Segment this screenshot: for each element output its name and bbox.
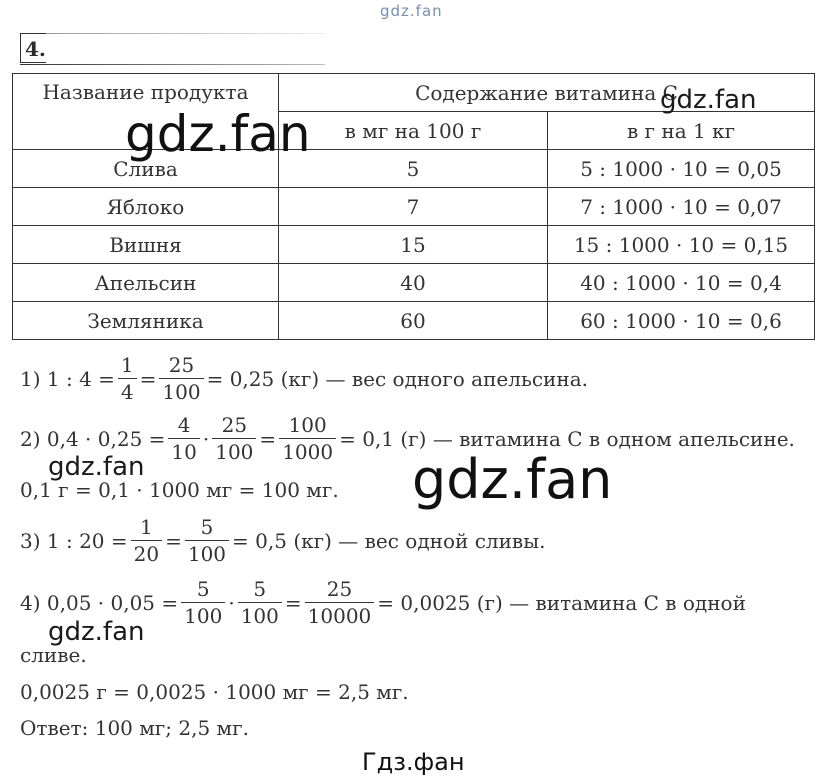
step-4-lead: 4) 0,05 · 0,05 = <box>20 590 179 615</box>
fraction: $\frac{100}{1000}$ <box>279 412 336 465</box>
table-row <box>13 264 815 302</box>
fraction: $\frac{1}{20}$ <box>131 514 162 567</box>
solution-step-4-continued: сливе. <box>20 643 87 667</box>
cell-g: 40 : 1000 · 10 = 0,4 <box>548 264 815 302</box>
fraction: $\frac{4}{10}$ <box>168 412 199 465</box>
equals-sign: = <box>284 590 302 615</box>
header-content: Содержание витамина С <box>279 74 815 112</box>
watermark-middle-left: gdz.fan <box>48 452 145 482</box>
task-header-top-border <box>46 33 326 34</box>
solution-step-2-conversion: 0,1 г = 0,1 · 1000 мг = 100 мг. <box>20 478 339 502</box>
cell-mg: 60 <box>279 302 548 340</box>
solution-step-1 <box>20 352 588 405</box>
cell-mg: 15 <box>279 226 548 264</box>
solution-step-3 <box>20 514 545 567</box>
solution-step-4-conversion: 0,0025 г = 0,0025 · 1000 мг = 2,5 мг. <box>20 680 409 704</box>
subheader-mg: в мг на 100 г <box>279 112 548 150</box>
step-2-lead: 2) 0,4 · 0,25 = <box>20 426 166 451</box>
cell-g: 7 : 1000 · 10 = 0,07 <box>548 188 815 226</box>
fraction: $\frac{5}{100}$ <box>185 514 229 567</box>
cell-mg: 5 <box>279 150 548 188</box>
subheader-g: в г на 1 кг <box>548 112 815 150</box>
fraction: $\frac{25}{100}$ <box>212 412 256 465</box>
step-1-tail: = 0,25 (кг) — вес одного апельсина. <box>206 366 588 391</box>
table-row <box>13 302 815 340</box>
watermark-top: gdz.fan <box>380 2 443 20</box>
multiply-sign: · <box>202 426 210 451</box>
cell-mg: 7 <box>279 188 548 226</box>
task-header-bottom-border <box>20 64 325 65</box>
fraction: $\frac{5}{100}$ <box>181 576 225 629</box>
equals-sign: = <box>259 426 277 451</box>
cell-mg: 40 <box>279 264 548 302</box>
step-4-tail: = 0,0025 (г) — витамина С в одной <box>377 590 746 615</box>
cell-product: Яблоко <box>13 188 279 226</box>
fraction: $\frac{5}{100}$ <box>238 576 282 629</box>
table-row <box>13 226 815 264</box>
header-product: Название продукта <box>13 74 279 150</box>
cell-product: Земляника <box>13 302 279 340</box>
equals-sign: = <box>165 528 182 553</box>
cell-product: Слива <box>13 150 279 188</box>
step-3-lead: 3) 1 : 20 = <box>20 528 128 553</box>
task-number: 4. <box>20 33 46 63</box>
fraction: $\frac{25}{100}$ <box>159 352 203 405</box>
cell-product: Вишня <box>13 226 279 264</box>
step-3-tail: = 0,5 (кг) — вес одной сливы. <box>232 528 546 553</box>
multiply-sign: · <box>228 590 235 615</box>
watermark-middle-big: gdz.fan <box>412 448 613 511</box>
watermark-table-left: gdz.fan <box>125 105 311 163</box>
watermark-lower-left: gdz.fan <box>48 617 145 647</box>
watermark-table-right: gdz.fan <box>660 85 757 115</box>
fraction: $\frac{25}{10000}$ <box>305 576 375 629</box>
step-2-tail: = 0,1 (г) — витамина С в одном апельсине. <box>339 426 795 451</box>
cell-product: Апельсин <box>13 264 279 302</box>
cell-g: 60 : 1000 · 10 = 0,6 <box>548 302 815 340</box>
cell-g: 15 : 1000 · 10 = 0,15 <box>548 226 815 264</box>
step-1-lead: 1) 1 : 4 = <box>20 366 115 391</box>
answer-line: Ответ: 100 мг; 2,5 мг. <box>20 716 249 740</box>
fraction: $\frac{1}{4}$ <box>118 352 137 405</box>
watermark-bottom: Гдз.фан <box>362 748 465 776</box>
table-row <box>13 188 815 226</box>
equals-sign: = <box>139 366 157 391</box>
cell-g: 5 : 1000 · 10 = 0,05 <box>548 150 815 188</box>
